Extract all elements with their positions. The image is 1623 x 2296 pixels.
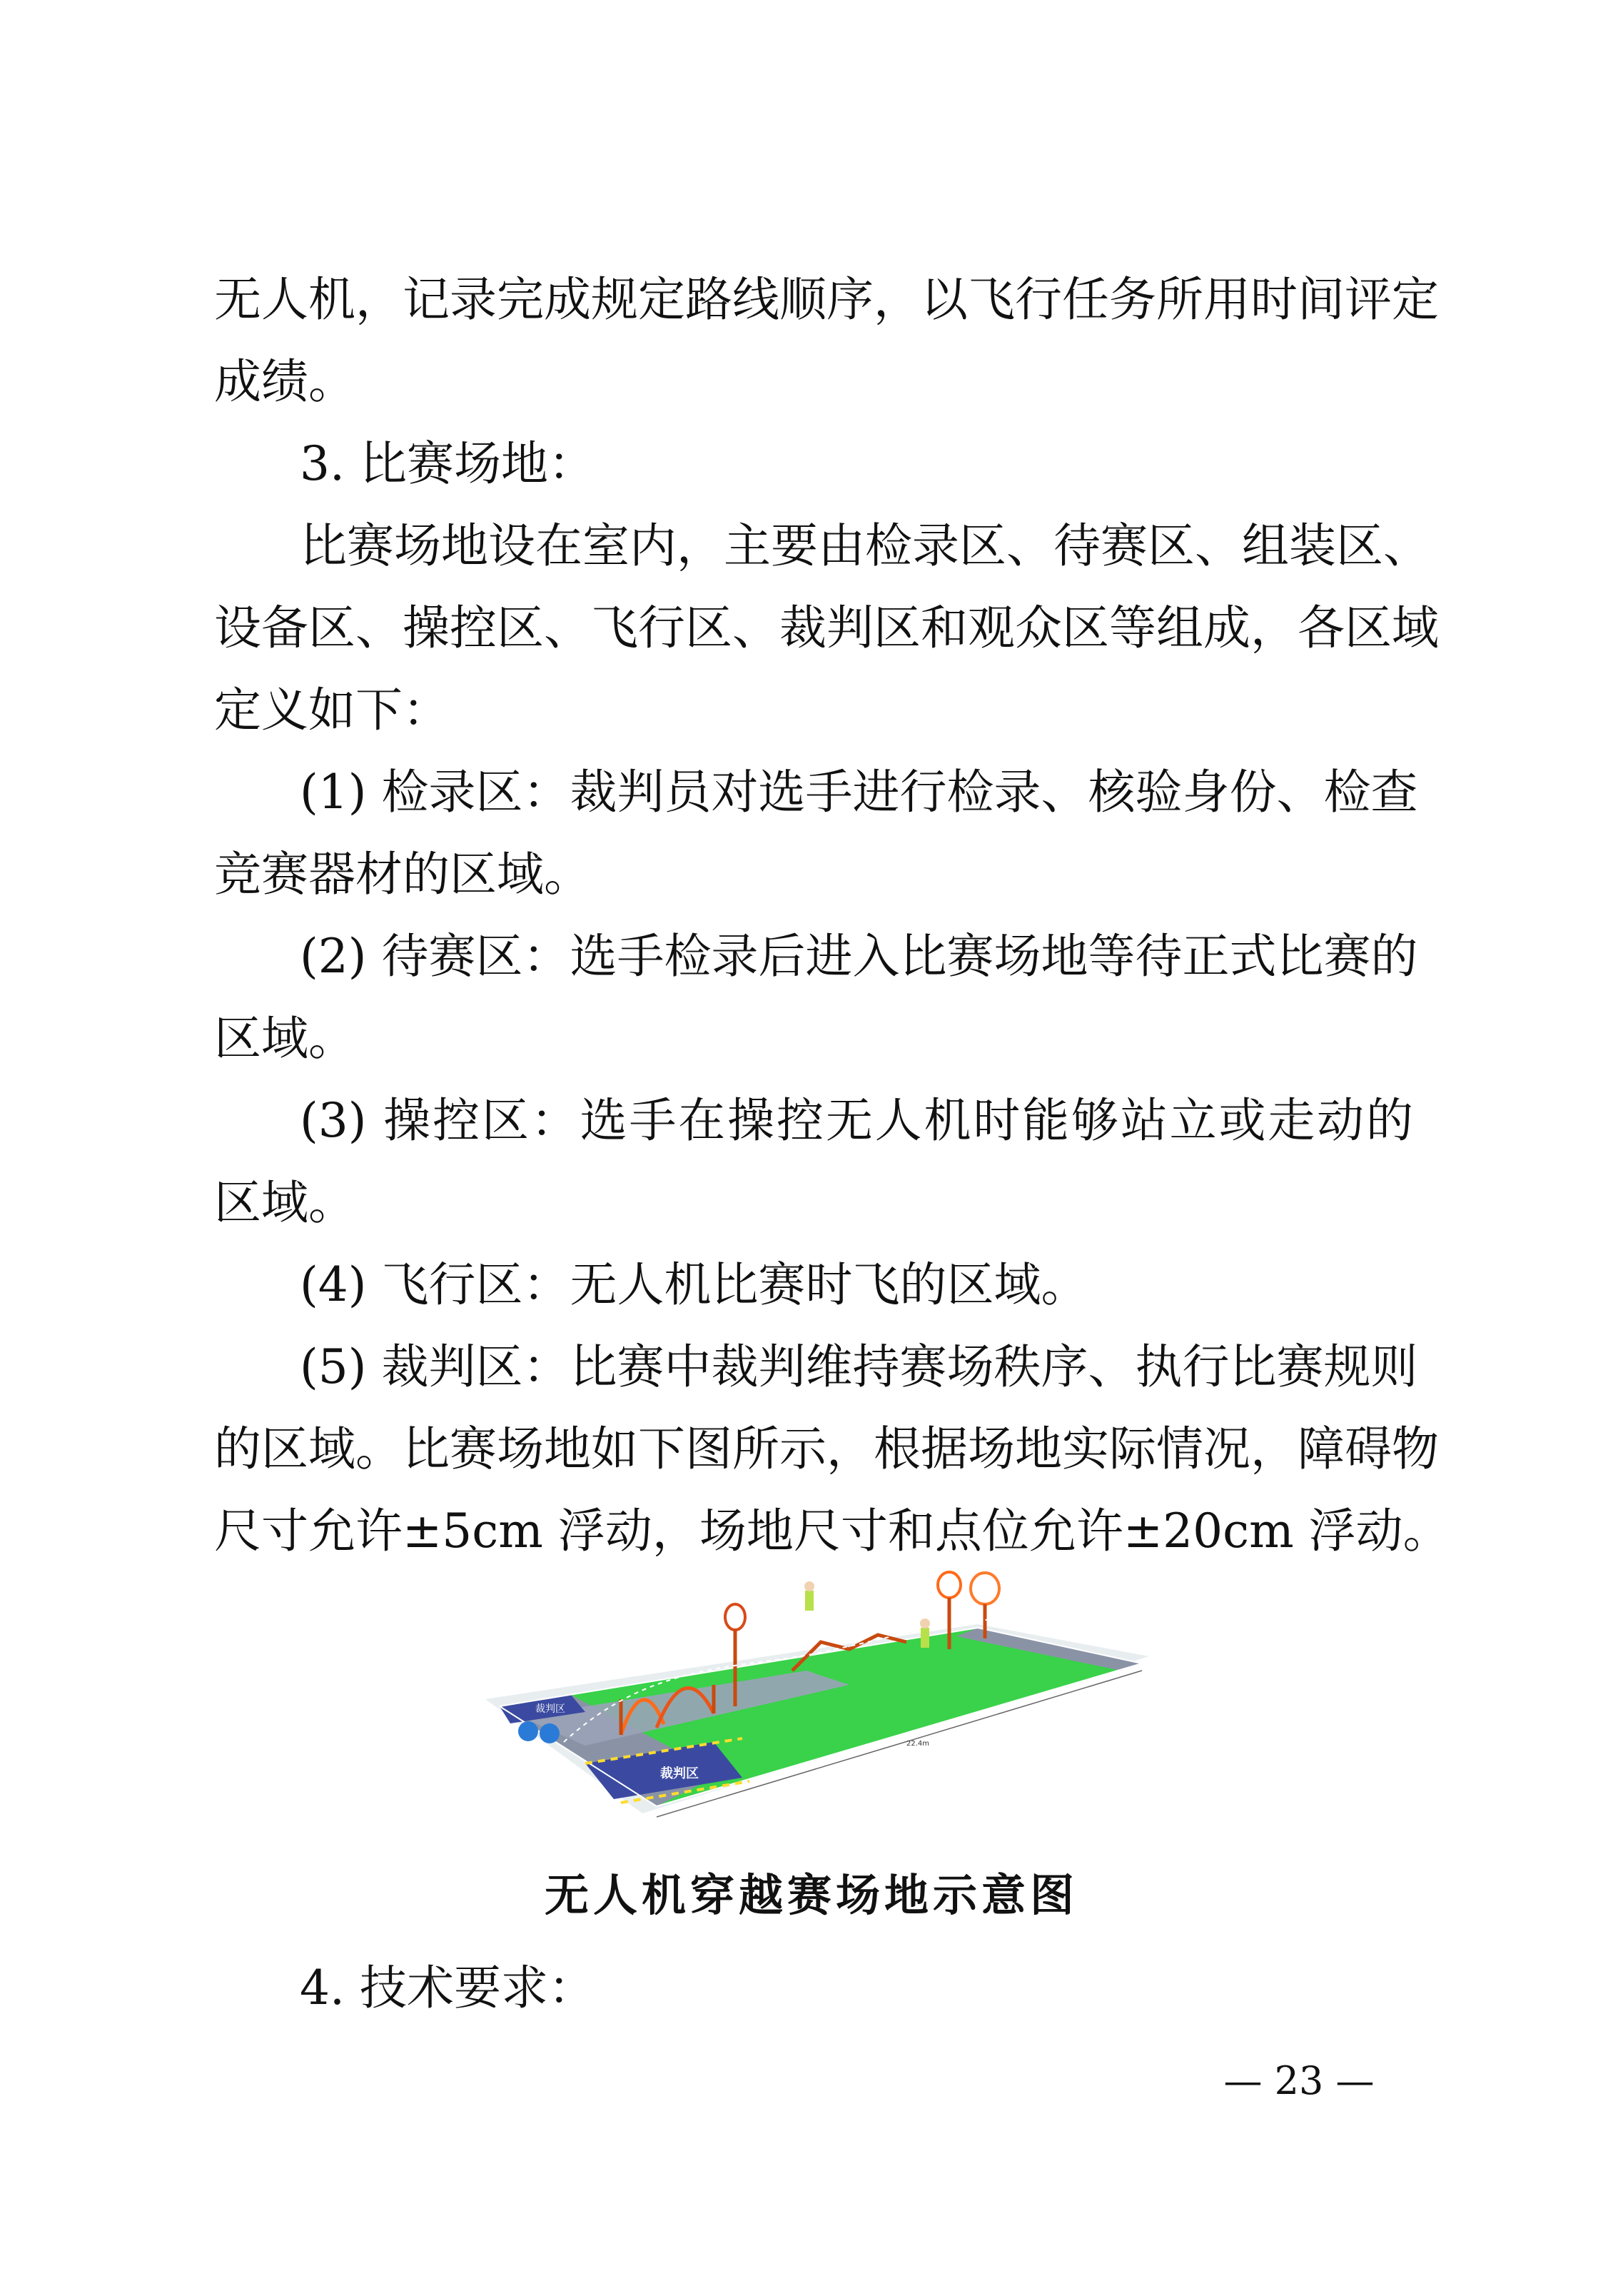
dimension-label: 22.4m xyxy=(906,1740,930,1748)
text-line-12: 区域。 xyxy=(214,1175,355,1230)
venue-diagram-image xyxy=(478,1571,1149,1842)
text-line-10: 区域。 xyxy=(214,1011,355,1066)
text-line-9: (2) 待赛区：选手检录后进入比赛场地等待正式比赛的 xyxy=(300,929,1418,984)
text-line-7: (1) 检录区：裁判员对选手进行检录、核验身份、检查 xyxy=(300,765,1418,820)
text-line-2: 成绩。 xyxy=(214,354,355,409)
referee-zone-label-bottom: 裁判区 xyxy=(660,1766,699,1781)
referee-zone-label-top: 裁判区 xyxy=(535,1703,565,1715)
text-line-15: 的区域。比赛场地如下图所示，根据场地实际情况，障碍物 xyxy=(214,1421,1439,1476)
section-heading-4: 4. 技术要求： xyxy=(300,1960,595,2015)
page-number: — 23 — xyxy=(1223,2058,1375,2103)
text-line-5: 设备区、操控区、飞行区、裁判区和观众区等组成，各区域 xyxy=(214,600,1439,655)
text-line-4: 比赛场地设在室内，主要由检录区、待赛区、组装区、 xyxy=(300,518,1430,573)
text-line-14: (5) 裁判区：比赛中裁判维持赛场秩序、执行比赛规则 xyxy=(300,1339,1418,1394)
text-line-13: (4) 飞行区：无人机比赛时飞的区域。 xyxy=(300,1257,1088,1312)
text-line-1: 无人机，记录完成规定路线顺序，以飞行任务所用时间评定 xyxy=(214,272,1439,327)
text-line-6: 定义如下： xyxy=(214,683,450,737)
figure-caption: 无人机穿越赛场地示意图 xyxy=(544,1869,1078,1921)
text-line-8: 竞赛器材的区域。 xyxy=(214,847,591,902)
text-line-11: (3) 操控区：选手在操控无人机时能够站立或走动的 xyxy=(300,1093,1413,1148)
text-line-16: 尺寸允许±5cm 浮动，场地尺寸和点位允许±20cm 浮动。 xyxy=(214,1504,1450,1559)
section-heading-3: 3. 比赛场地： xyxy=(300,436,595,491)
